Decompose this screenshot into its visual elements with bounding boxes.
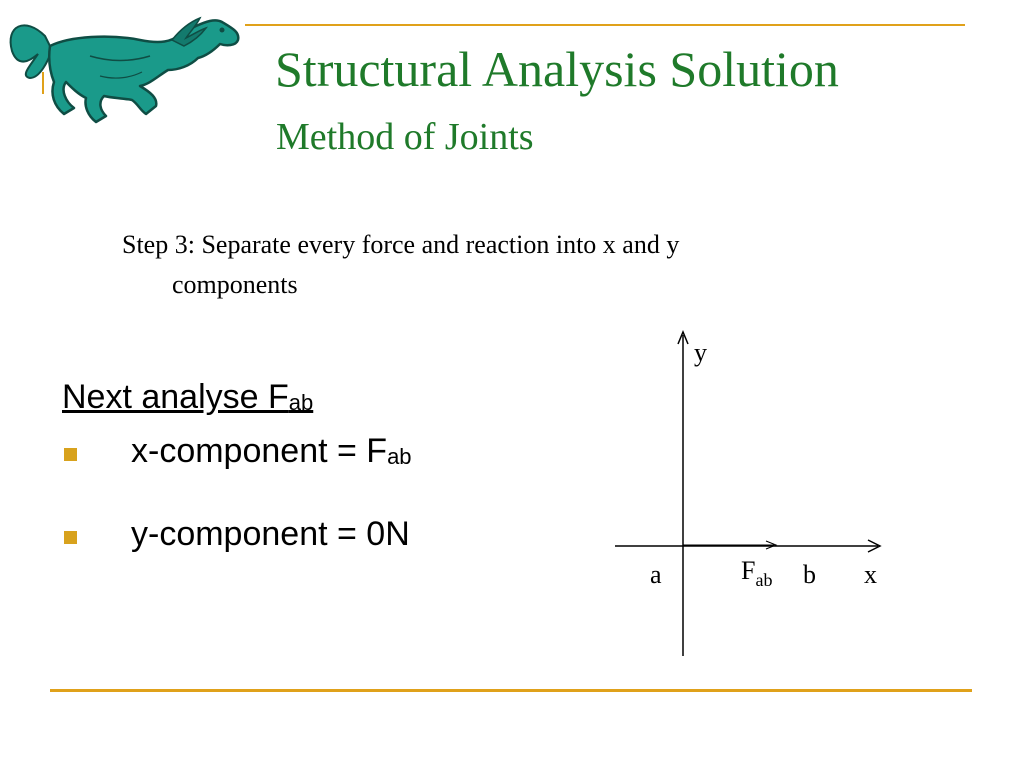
mustang-horse-logo xyxy=(0,6,250,128)
step-line-1: Step 3: Separate every force and reaction into x and y xyxy=(122,230,680,259)
bullet-y-component xyxy=(131,517,410,551)
analyse-heading xyxy=(62,380,313,414)
step-line-2: components xyxy=(172,270,298,299)
x-axis-label: x xyxy=(864,560,877,589)
analyse-heading-text: Next analyse F xyxy=(62,378,289,416)
bullet-y-component-text: y-component = 0N xyxy=(131,515,410,553)
bottom-rule xyxy=(50,689,972,692)
top-rule xyxy=(245,24,965,26)
analyse-heading-subscript: ab xyxy=(288,390,314,415)
bullet-x-component-text: x-component = F xyxy=(131,432,388,470)
force-fab-label-main: F xyxy=(741,556,756,585)
joint-a-label: a xyxy=(650,560,662,589)
bullet-x-component xyxy=(131,434,412,468)
slide-subtitle: Method of Joints xyxy=(276,116,534,158)
square-bullet-icon xyxy=(64,531,77,544)
bullet-x-component-subscript: ab xyxy=(387,444,412,469)
force-diagram xyxy=(600,320,900,670)
step-description xyxy=(122,225,882,305)
y-axis-label: y xyxy=(694,338,707,367)
square-bullet-icon xyxy=(64,448,77,461)
slide-title: Structural Analysis Solution xyxy=(275,41,839,97)
force-fab-label xyxy=(741,556,772,590)
joint-b-label: b xyxy=(803,560,816,589)
force-fab-label-subscript: ab xyxy=(755,570,773,590)
